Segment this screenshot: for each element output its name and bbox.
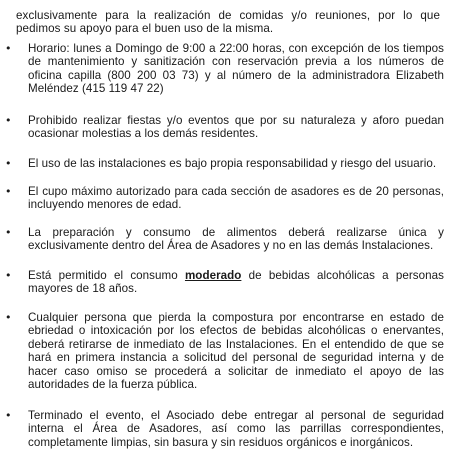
bullet-icon: • xyxy=(5,114,12,127)
rule-text: El uso de las instalaciones es bajo propia responsabilidad y riesgo del usuario. xyxy=(28,157,437,170)
rule-text-before: Está permitido el consumo xyxy=(28,269,185,282)
rule-text: Terminado el evento, el Asociado debe entregar al personal de seguridad interna el Área de Asadores, así como las parrillas correspondientes, completamente limpias, sin basura y sin residuos orgánicos e inorgánicos. xyxy=(28,409,444,449)
intro-paragraph: exclusivamente para la realización de comidas y/o reuniones, por lo que pedimos su apoyo para el buen uso de la misma. xyxy=(16,8,440,35)
bullet-icon: • xyxy=(5,269,12,282)
bullet-icon: • xyxy=(5,157,12,170)
emphasis-moderado: moderado xyxy=(184,269,242,282)
rule-text: Horario: lunes a Domingo de 9:00 a 22:00 horas, con excepción de los tiempos de mantenimiento y sanitización con reservación previa a los números de oficina capilla (800 200 03 73) y al número de la administradora Elizabeth Meléndez (415 119 47 22) xyxy=(28,42,444,96)
bullet-icon: • xyxy=(5,409,12,422)
bullet-icon: • xyxy=(5,42,12,55)
rule-text: Prohibido realizar fiestas y/o eventos que por su naturaleza y aforo puedan ocasionar molestias a los demás residentes. xyxy=(28,114,444,141)
bullet-icon: • xyxy=(5,185,12,198)
bullet-icon: • xyxy=(5,226,12,239)
bullet-icon: • xyxy=(5,311,12,324)
rule-text: Cualquier persona que pierda la compostura por encontrarse en estado de ebriedad o intoxicación por los efectos de bebidas alcohólicas o enervantes, deberá retirarse de inmediato de las Instalaciones. En el entendido de que se hará en primera instancia a solicitud del personal de seguridad interna y de hacer caso omiso se procederá a solicitar de inmediato el apoyo de las autoridades de la fuerza pública. xyxy=(28,311,444,392)
rule-text-after: de bebidas alcohólicas a personas mayores de 18 años. xyxy=(28,269,444,296)
rule-text xyxy=(28,269,444,296)
rule-text: La preparación y consumo de alimentos deberá realizarse única y exclusivamente dentro del Área de Asadores y no en las demás Instalaciones. xyxy=(28,226,444,253)
rule-text: El cupo máximo autorizado para cada sección de asadores es de 20 personas, incluyendo menores de edad. xyxy=(28,185,444,212)
